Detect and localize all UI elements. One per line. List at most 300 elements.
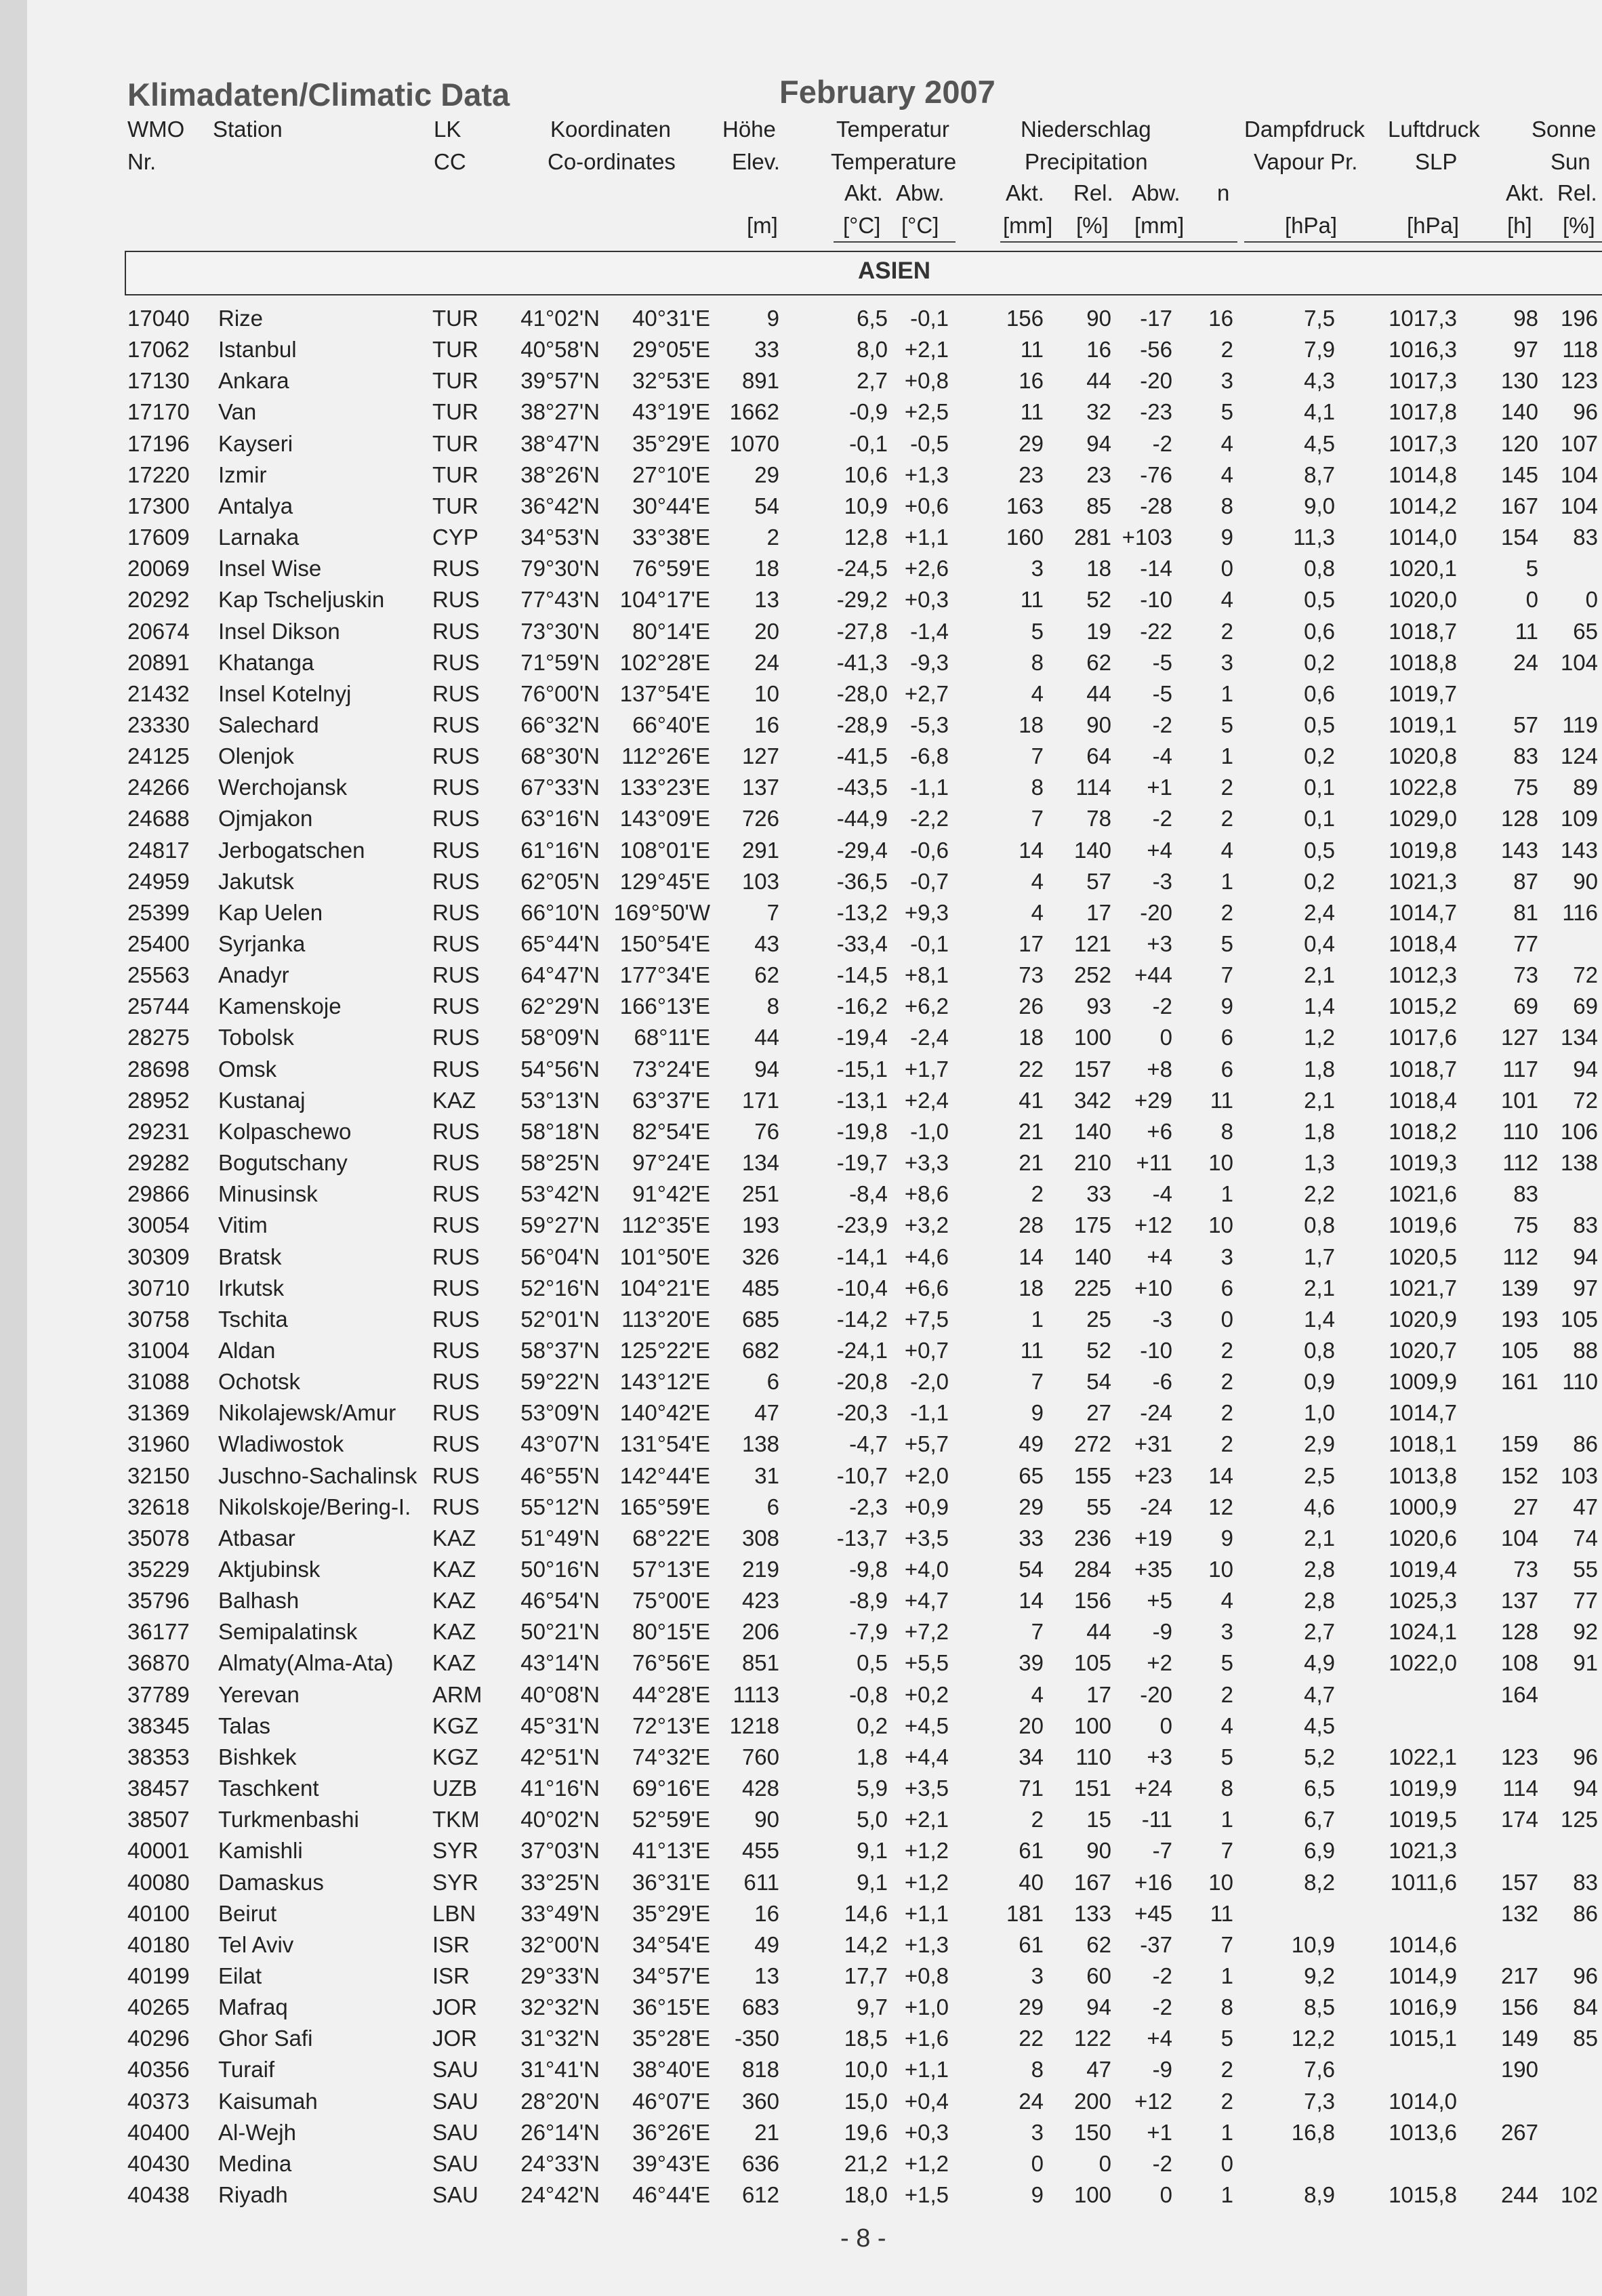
cell-longitude: 73°24'E [632, 1057, 710, 1082]
cell-sea-level-pressure: 1014,0 [1389, 525, 1457, 550]
cell-elevation: 127 [741, 743, 779, 768]
cell-precip-days: 3 [1220, 1619, 1233, 1644]
cell-elevation: 636 [741, 2151, 779, 2176]
cell-precip-abw: -28 [1140, 493, 1172, 518]
cell-sun-akt: 164 [1500, 1682, 1538, 1707]
cell-longitude: 69°16'E [632, 1776, 710, 1801]
cell-sea-level-pressure: 1029,0 [1389, 806, 1457, 831]
cell-precip-abw: +10 [1134, 1275, 1172, 1300]
hdr-lk-1: LK [434, 117, 461, 142]
cell-vapour-pressure: 0,9 [1304, 1369, 1335, 1394]
cell-temp-abw: +0,8 [904, 1963, 949, 1988]
cell-longitude: 125°22'E [619, 1338, 710, 1363]
cell-sun-rel: 105 [1560, 1307, 1598, 1332]
hdr-vapour-1: Dampfdruck [1244, 117, 1365, 142]
cell-wmo-number: 29231 [127, 1119, 190, 1144]
cell-longitude: 44°28'E [632, 1682, 710, 1707]
cell-sun-rel: 104 [1560, 650, 1598, 675]
cell-wmo-number: 28698 [127, 1057, 190, 1082]
cell-wmo-number: 36177 [127, 1619, 190, 1644]
cell-longitude: 166°13'E [619, 993, 710, 1019]
cell-vapour-pressure: 8,7 [1304, 462, 1335, 487]
cell-latitude: 24°33'N [520, 2151, 600, 2176]
cell-temp-abw: -0,5 [910, 431, 949, 456]
cell-elevation: 31 [754, 1463, 779, 1488]
cell-sun-akt: 69 [1513, 993, 1538, 1019]
cell-sun-rel: 104 [1560, 493, 1598, 518]
cell-temp-akt: -14,1 [836, 1244, 888, 1269]
cell-precip-days: 8 [1220, 493, 1233, 518]
cell-country-code: TUR [432, 493, 478, 518]
cell-latitude: 43°14'N [520, 1650, 600, 1675]
cell-wmo-number: 40438 [127, 2182, 190, 2207]
cell-precip-akt: 29 [1019, 431, 1044, 456]
cell-temp-abw: -1,1 [910, 1400, 949, 1425]
cell-sun-rel: 123 [1560, 368, 1598, 393]
cell-latitude: 63°16'N [520, 806, 600, 831]
cell-precip-days: 2 [1220, 1682, 1233, 1707]
cell-temp-abw: +8,1 [904, 962, 949, 987]
cell-temp-akt: 0,5 [857, 1650, 888, 1675]
cell-sun-akt: 244 [1500, 2182, 1538, 2207]
cell-precip-days: 5 [1220, 712, 1233, 737]
hdr-p-unit3: [mm] [1134, 213, 1185, 238]
cell-sun-rel: 103 [1560, 1463, 1598, 1488]
hdr-sun-2: Sun [1550, 149, 1590, 174]
cell-country-code: KAZ [432, 1525, 476, 1551]
cell-country-code: UZB [432, 1776, 477, 1801]
cell-precip-days: 2 [1220, 1338, 1233, 1363]
cell-temp-abw: +2,1 [904, 337, 949, 362]
cell-longitude: 40°31'E [632, 306, 710, 331]
cell-longitude: 35°29'E [632, 431, 710, 456]
cell-precip-abw: -76 [1140, 462, 1172, 487]
cell-temp-akt: -7,9 [849, 1619, 888, 1644]
cell-station-name: Talas [218, 1713, 271, 1738]
cell-country-code: KGZ [432, 1713, 478, 1738]
cell-precip-rel: 281 [1073, 525, 1111, 550]
cell-station-name: Riyadh [218, 2182, 288, 2207]
cell-station-name: Nikolskoje/Bering-I. [218, 1494, 411, 1519]
cell-station-name: Bratsk [218, 1244, 282, 1269]
cell-latitude: 71°59'N [520, 650, 600, 675]
cell-precip-rel: 55 [1086, 1494, 1111, 1519]
cell-latitude: 32°00'N [520, 1932, 600, 1957]
hdr-elev-3: [m] [747, 213, 778, 238]
cell-vapour-pressure: 2,9 [1304, 1431, 1335, 1456]
cell-sun-rel: 106 [1560, 1119, 1598, 1144]
cell-vapour-pressure: 1,8 [1304, 1119, 1335, 1144]
cell-precip-rel: 121 [1073, 931, 1111, 956]
cell-sun-rel: 90 [1573, 869, 1598, 894]
cell-precip-rel: 105 [1073, 1650, 1111, 1675]
cell-sea-level-pressure: 1014,0 [1389, 2089, 1457, 2114]
cell-precip-akt: 163 [1006, 493, 1044, 518]
cell-precip-abw: -20 [1140, 900, 1172, 925]
cell-latitude: 24°42'N [520, 2182, 600, 2207]
cell-vapour-pressure: 6,5 [1304, 1776, 1335, 1801]
cell-precip-rel: 252 [1073, 962, 1111, 987]
cell-precip-akt: 39 [1019, 1650, 1044, 1675]
cell-latitude: 50°16'N [520, 1557, 600, 1582]
cell-temp-abw: +0,3 [904, 587, 949, 612]
cell-sun-akt: 190 [1500, 2057, 1538, 2082]
cell-wmo-number: 40296 [127, 2026, 190, 2051]
cell-longitude: 43°19'E [632, 399, 710, 424]
cell-latitude: 59°22'N [520, 1369, 600, 1394]
cell-vapour-pressure: 8,2 [1304, 1870, 1335, 1895]
cell-sun-rel: 96 [1573, 1963, 1598, 1988]
cell-longitude: 36°15'E [632, 1994, 710, 2020]
cell-wmo-number: 40080 [127, 1870, 190, 1895]
cell-elevation: 360 [741, 2089, 779, 2114]
cell-latitude: 40°02'N [520, 1807, 600, 1832]
cell-precip-abw: -14 [1140, 556, 1172, 581]
hdr-coords-2: Co-ordinates [548, 149, 676, 174]
cell-wmo-number: 37789 [127, 1682, 190, 1707]
cell-latitude: 58°18'N [520, 1119, 600, 1144]
cell-longitude: 52°59'E [632, 1807, 710, 1832]
hdr-wmo-1: WMO [127, 117, 185, 142]
cell-wmo-number: 25400 [127, 931, 190, 956]
cell-wmo-number: 30710 [127, 1275, 190, 1300]
cell-sun-rel: 196 [1560, 306, 1598, 331]
cell-sea-level-pressure: 1014,6 [1389, 1932, 1457, 1957]
cell-temp-abw: +7,5 [904, 1307, 949, 1332]
cell-elevation: 90 [754, 1807, 779, 1832]
cell-temp-abw: +1,5 [904, 2182, 949, 2207]
cell-precip-days: 5 [1220, 1744, 1233, 1769]
cell-vapour-pressure: 10,9 [1291, 1932, 1335, 1957]
cell-elevation: 24 [754, 650, 779, 675]
cell-wmo-number: 28275 [127, 1025, 190, 1050]
cell-longitude: 32°53'E [632, 368, 710, 393]
cell-precip-akt: 41 [1019, 1088, 1044, 1113]
cell-wmo-number: 38507 [127, 1807, 190, 1832]
cell-latitude: 62°05'N [520, 869, 600, 894]
cell-sun-rel: 102 [1560, 2182, 1598, 2207]
cell-vapour-pressure: 0,5 [1304, 838, 1335, 863]
cell-precip-akt: 5 [1031, 619, 1044, 644]
cell-precip-days: 1 [1220, 1807, 1233, 1832]
cell-precip-days: 4 [1220, 431, 1233, 456]
cell-precip-days: 10 [1208, 1870, 1233, 1895]
cell-longitude: 133°23'E [619, 775, 710, 800]
cell-sun-akt: 101 [1500, 1088, 1538, 1113]
cell-precip-days: 1 [1220, 869, 1233, 894]
cell-sea-level-pressure: 1021,6 [1389, 1181, 1457, 1206]
cell-temp-akt: 12,8 [844, 525, 888, 550]
cell-wmo-number: 28952 [127, 1088, 190, 1113]
cell-temp-akt: -20,8 [836, 1369, 888, 1394]
cell-precip-days: 6 [1220, 1057, 1233, 1082]
cell-station-name: Al-Wejh [218, 2120, 296, 2145]
cell-station-name: Insel Wise [218, 556, 322, 581]
hdr-precip-2: Precipitation [1025, 149, 1148, 174]
cell-longitude: 104°17'E [619, 587, 710, 612]
cell-vapour-pressure: 8,9 [1304, 2182, 1335, 2207]
cell-elevation: 485 [741, 1275, 779, 1300]
cell-sun-akt: 73 [1513, 1557, 1538, 1582]
cell-sun-rel: 74 [1573, 1525, 1598, 1551]
cell-vapour-pressure: 2,1 [1304, 962, 1335, 987]
cell-longitude: 80°15'E [632, 1619, 710, 1644]
cell-sun-rel: 109 [1560, 806, 1598, 831]
cell-precip-abw: +1 [1147, 2120, 1172, 2145]
cell-longitude: 30°44'E [632, 493, 710, 518]
cell-precip-akt: 14 [1019, 838, 1044, 863]
cell-vapour-pressure: 9,0 [1304, 493, 1335, 518]
cell-sun-rel: 94 [1573, 1776, 1598, 1801]
cell-elevation: 1662 [729, 399, 779, 424]
cell-precip-akt: 18 [1019, 1025, 1044, 1050]
cell-temp-abw: -2,0 [910, 1369, 949, 1394]
scan-edge [0, 0, 27, 2296]
cell-station-name: Werchojansk [218, 775, 348, 800]
cell-sun-akt: 117 [1502, 1057, 1538, 1082]
cell-latitude: 58°37'N [520, 1338, 600, 1363]
cell-sun-rel: 91 [1573, 1650, 1598, 1675]
cell-country-code: RUS [432, 681, 480, 706]
cell-country-code: RUS [432, 1150, 480, 1175]
cell-sun-akt: 73 [1513, 962, 1538, 987]
cell-precip-days: 7 [1220, 962, 1233, 987]
cell-precip-days: 1 [1220, 1181, 1233, 1206]
cell-elevation: -350 [734, 2026, 779, 2051]
cell-country-code: KAZ [432, 1088, 476, 1113]
cell-latitude: 42°51'N [520, 1744, 600, 1769]
cell-elevation: 16 [754, 1901, 779, 1926]
cell-station-name: Antalya [218, 493, 293, 518]
cell-sun-rel: 110 [1562, 1369, 1598, 1394]
cell-sun-akt: 127 [1500, 1025, 1538, 1050]
cell-elevation: 76 [754, 1119, 779, 1144]
cell-sea-level-pressure: 1013,6 [1389, 2120, 1457, 2145]
cell-country-code: TKM [432, 1807, 480, 1832]
cell-wmo-number: 30309 [127, 1244, 190, 1269]
cell-latitude: 37°03'N [520, 1838, 600, 1863]
cell-country-code: RUS [432, 962, 480, 987]
cell-precip-days: 2 [1220, 1400, 1233, 1425]
cell-sun-akt: 120 [1500, 431, 1538, 456]
cell-sea-level-pressure: 1022,8 [1389, 775, 1457, 800]
cell-elevation: 1070 [729, 431, 779, 456]
cell-temp-abw: +8,6 [904, 1181, 949, 1206]
cell-country-code: RUS [432, 900, 480, 925]
cell-sea-level-pressure: 1020,1 [1389, 556, 1457, 581]
cell-sun-rel: 65 [1573, 619, 1598, 644]
cell-sun-rel: 92 [1573, 1619, 1598, 1644]
cell-precip-rel: 167 [1073, 1870, 1111, 1895]
cell-country-code: KAZ [432, 1557, 476, 1582]
cell-precip-days: 3 [1220, 650, 1233, 675]
cell-temp-akt: -19,8 [836, 1119, 888, 1144]
temp-underline [834, 241, 956, 243]
cell-temp-abw: +4,0 [904, 1557, 949, 1582]
cell-precip-abw: -24 [1140, 1494, 1172, 1519]
cell-precip-akt: 33 [1019, 1525, 1044, 1551]
cell-precip-days: 3 [1220, 368, 1233, 393]
cell-sea-level-pressure: 1015,1 [1389, 2026, 1457, 2051]
cell-sea-level-pressure: 1017,3 [1389, 431, 1457, 456]
cell-temp-abw: -2,2 [910, 806, 949, 831]
cell-elevation: 891 [741, 368, 779, 393]
cell-precip-days: 5 [1220, 931, 1233, 956]
cell-latitude: 67°33'N [520, 775, 600, 800]
cell-precip-akt: 29 [1019, 1994, 1044, 2020]
cell-temp-abw: +5,7 [904, 1431, 949, 1456]
cell-latitude: 76°00'N [520, 681, 600, 706]
cell-temp-akt: -10,4 [836, 1275, 888, 1300]
cell-wmo-number: 40430 [127, 2151, 190, 2176]
cell-temp-akt: 14,2 [844, 1932, 888, 1957]
cell-sun-akt: 193 [1500, 1307, 1538, 1332]
cell-country-code: ISR [432, 1963, 470, 1988]
cell-vapour-pressure: 0,2 [1304, 869, 1335, 894]
cell-temp-akt: -28,9 [836, 712, 888, 737]
cell-sea-level-pressure: 1012,3 [1389, 962, 1457, 987]
cell-country-code: TUR [432, 368, 478, 393]
cell-precip-rel: 100 [1073, 1025, 1111, 1050]
cell-temp-akt: 5,0 [857, 1807, 888, 1832]
cell-temp-abw: +3,5 [904, 1525, 949, 1551]
cell-precip-rel: 78 [1086, 806, 1111, 831]
cell-elevation: 49 [754, 1932, 779, 1957]
cell-sun-akt: 140 [1500, 399, 1538, 424]
cell-country-code: RUS [432, 806, 480, 831]
cell-country-code: ISR [432, 1932, 470, 1957]
cell-station-name: Mafraq [218, 1994, 288, 2020]
cell-wmo-number: 35078 [127, 1525, 190, 1551]
cell-vapour-pressure: 1,0 [1304, 1400, 1335, 1425]
cell-precip-days: 5 [1220, 2026, 1233, 2051]
cell-sea-level-pressure: 1009,9 [1389, 1369, 1457, 1394]
cell-sea-level-pressure: 1021,7 [1389, 1275, 1457, 1300]
cell-elevation: 134 [741, 1150, 779, 1175]
cell-precip-abw: -20 [1140, 1682, 1172, 1707]
cell-country-code: KAZ [432, 1619, 476, 1644]
cell-precip-rel: 64 [1086, 743, 1111, 768]
cell-country-code: JOR [432, 2026, 477, 2051]
cell-temp-akt: 19,6 [844, 2120, 888, 2145]
cell-longitude: 177°34'E [619, 962, 710, 987]
cell-wmo-number: 35796 [127, 1588, 190, 1613]
cell-temp-abw: -1,0 [910, 1119, 949, 1144]
cell-precip-akt: 181 [1006, 1901, 1044, 1926]
cell-precip-abw: -4 [1152, 743, 1172, 768]
cell-wmo-number: 17609 [127, 525, 190, 550]
cell-station-name: Kamenskoje [218, 993, 342, 1019]
cell-longitude: 63°37'E [632, 1088, 710, 1113]
cell-country-code: RUS [432, 1307, 480, 1332]
cell-precip-days: 2 [1220, 1431, 1233, 1456]
cell-country-code: TUR [432, 306, 478, 331]
cell-wmo-number: 38353 [127, 1744, 190, 1769]
cell-precip-rel: 62 [1086, 1932, 1111, 1957]
hdr-temp-1: Temperatur [836, 117, 949, 142]
cell-temp-akt: -19,4 [836, 1025, 888, 1050]
cell-temp-abw: -1,1 [910, 775, 949, 800]
cell-precip-akt: 3 [1031, 2120, 1044, 2145]
cell-precip-abw: +3 [1147, 931, 1172, 956]
cell-sun-rel: 88 [1573, 1338, 1598, 1363]
cell-country-code: LBN [432, 1901, 476, 1926]
cell-sea-level-pressure: 1020,0 [1389, 587, 1457, 612]
hdr-p-n: n [1217, 180, 1230, 205]
cell-wmo-number: 40373 [127, 2089, 190, 2114]
cell-latitude: 52°16'N [520, 1275, 600, 1300]
cell-wmo-number: 32618 [127, 1494, 190, 1519]
cell-temp-akt: 9,1 [857, 1870, 888, 1895]
cell-precip-days: 5 [1220, 1650, 1233, 1675]
cell-sun-akt: 159 [1500, 1431, 1538, 1456]
cell-temp-abw: +2,7 [904, 681, 949, 706]
cell-precip-days: 2 [1220, 619, 1233, 644]
cell-precip-rel: 60 [1086, 1963, 1111, 1988]
cell-elevation: 6 [766, 1494, 779, 1519]
cell-vapour-pressure: 11,3 [1293, 525, 1335, 550]
cell-elevation: 103 [741, 869, 779, 894]
cell-precip-days: 1 [1220, 2182, 1233, 2207]
hdr-slp-3: [hPa] [1407, 213, 1460, 238]
cell-temp-abw: +4,4 [904, 1744, 949, 1769]
cell-vapour-pressure: 0,6 [1304, 681, 1335, 706]
cell-temp-akt: -44,9 [836, 806, 888, 831]
cell-latitude: 53°09'N [520, 1400, 600, 1425]
cell-precip-rel: 16 [1086, 337, 1111, 362]
cell-station-name: Ankara [218, 368, 289, 393]
cell-temp-abw: -0,7 [910, 869, 949, 894]
cell-temp-akt: 9,1 [857, 1838, 888, 1863]
cell-elevation: 13 [754, 1963, 779, 1988]
cell-wmo-number: 40100 [127, 1901, 190, 1926]
cell-longitude: 165°59'E [619, 1494, 710, 1519]
cell-sun-rel: 72 [1573, 962, 1598, 987]
cell-temp-akt: -24,5 [836, 556, 888, 581]
cell-temp-abw: +1,2 [904, 2151, 949, 2176]
cell-vapour-pressure: 4,9 [1304, 1650, 1335, 1675]
section-label: ASIEN [858, 258, 930, 284]
cell-temp-abw: +1,2 [904, 1838, 949, 1863]
cell-sun-akt: 83 [1513, 743, 1538, 768]
cell-sun-akt: 83 [1513, 1181, 1538, 1206]
cell-precip-rel: 342 [1073, 1088, 1111, 1113]
cell-precip-days: 2 [1220, 775, 1233, 800]
cell-elevation: 455 [741, 1838, 779, 1863]
cell-precip-abw: +5 [1147, 1588, 1172, 1613]
cell-longitude: 76°56'E [632, 1650, 710, 1675]
cell-precip-abw: +8 [1147, 1057, 1172, 1082]
cell-sea-level-pressure: 1018,8 [1389, 650, 1457, 675]
cell-station-name: Aktjubinsk [218, 1557, 321, 1582]
cell-precip-abw: -17 [1140, 306, 1172, 331]
cell-sea-level-pressure: 1015,2 [1389, 993, 1457, 1019]
cell-elevation: 44 [754, 1025, 779, 1050]
cell-vapour-pressure: 2,1 [1304, 1525, 1335, 1551]
cell-sun-rel: 124 [1560, 743, 1598, 768]
cell-temp-abw: +7,2 [904, 1619, 949, 1644]
cell-precip-rel: 93 [1086, 993, 1111, 1019]
cell-vapour-pressure: 7,5 [1304, 306, 1335, 331]
cell-precip-rel: 62 [1086, 650, 1111, 675]
hdr-elev-2: Elev. [732, 149, 780, 174]
cell-vapour-pressure: 2,2 [1304, 1181, 1335, 1206]
cell-sun-akt: 123 [1500, 1744, 1538, 1769]
cell-precip-days: 4 [1220, 838, 1233, 863]
cell-precip-rel: 90 [1086, 712, 1111, 737]
cell-longitude: 33°38'E [632, 525, 710, 550]
cell-precip-rel: 23 [1086, 462, 1111, 487]
